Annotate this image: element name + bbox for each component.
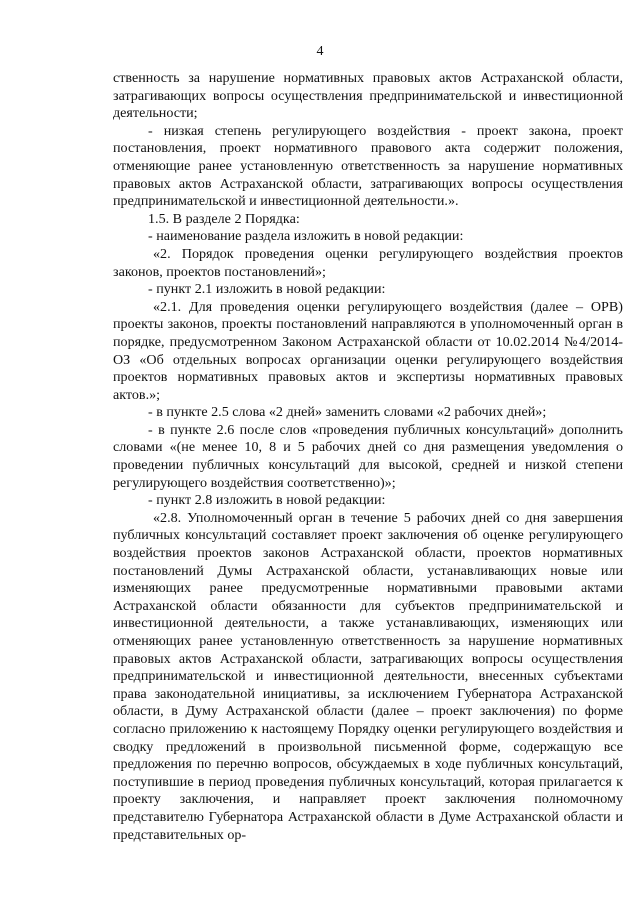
document-body (113, 70, 623, 844)
paragraph: «2.8. Уполномоченный орган в течение 5 рабочих дней со дня завершения публичных консультаций составляет проект заключения об оценке регулирующего воздействия проектов законов Астраханской области, проектов нормативных постановлений Думы Астраханской области, устанавливающих новые или изменяющих ранее предусмотренные нормативными правовыми актами Астраханской области обязанности для субъектов предпринимательской и инвестиционной деятельности, а также устанавливающих, изменяющих или отменяющих ранее установленную ответственность за нарушение нормативных правовых актов Астраханской области, затрагивающих вопросы осуществления предпринимательской и инвестиционной деятельности, внесенных субъектами права законодательной инициативы, за исключением Губернатора Астраханской области, в Думу Астраханской области (далее – проект заключения) по форме согласно приложению к настоящему Порядку оценки регулирующего воздействия и сводку предложений в произвольной письменной форме, содержащую все предложения по перечню вопросов, обсуждаемых в ходе публичных консультаций, поступившие в период проведения публичных консультаций, которая прилагается к проекту заключения, и направляет проект заключения полномочному представителю Губернатора Астраханской области в Думе Астраханской области и представительных ор- (113, 509, 623, 843)
paragraph: - пункт 2.8 изложить в новой редакции: (148, 492, 386, 509)
page-number: 4 (316, 44, 324, 59)
paragraph: - пункт 2.1 изложить в новой редакции: (148, 281, 386, 298)
paragraph: «2. Порядок проведения оценки регулирующего воздействия проектов законов, проектов постановлений»; (113, 245, 623, 280)
paragraph: - наименование раздела изложить в новой редакции: (148, 228, 464, 245)
paragraph: ственность за нарушение нормативных правовых актов Астраханской области, затрагивающих вопросы осуществления предпринимательской и инвестиционной деятельности; (113, 70, 623, 122)
paragraph: 1.5. В разделе 2 Порядка: (148, 210, 300, 227)
paragraph: - в пункте 2.6 после слов «проведения публичных консультаций» дополнить словами «(не менее 10, 8 и 5 рабочих дней со дня размещения уведомления о проведении публичных консультаций для высокой, средней и низкой степени регулирующего воздействия соответственно)»; (113, 421, 623, 491)
paragraph: - в пункте 2.5 слова «2 дней» заменить словами «2 рабочих дней»; (148, 404, 547, 421)
paragraph: - низкая степень регулирующего воздействия - проект закона, проект постановления, проект нормативного правового акта содержит положения, отменяющие ранее установленную ответственность за нарушение нормативных правовых актов Астраханской области, затрагивающих вопросы осуществления предпринимательской и инвестиционной деятельности.». (113, 122, 623, 210)
paragraph: «2.1. Для проведения оценки регулирующего воздействия (далее – ОРВ) проекты законов, проекты постановлений направляются в уполномоченный орган в порядке, предусмотренном Законом Астраханской области от 10.02.2014 №4/2014-ОЗ «Об отдельных вопросах организации оценки регулирующего воздействия проектов нормативных правовых актов и экспертизы нормативных правовых актов.»; (113, 298, 623, 403)
